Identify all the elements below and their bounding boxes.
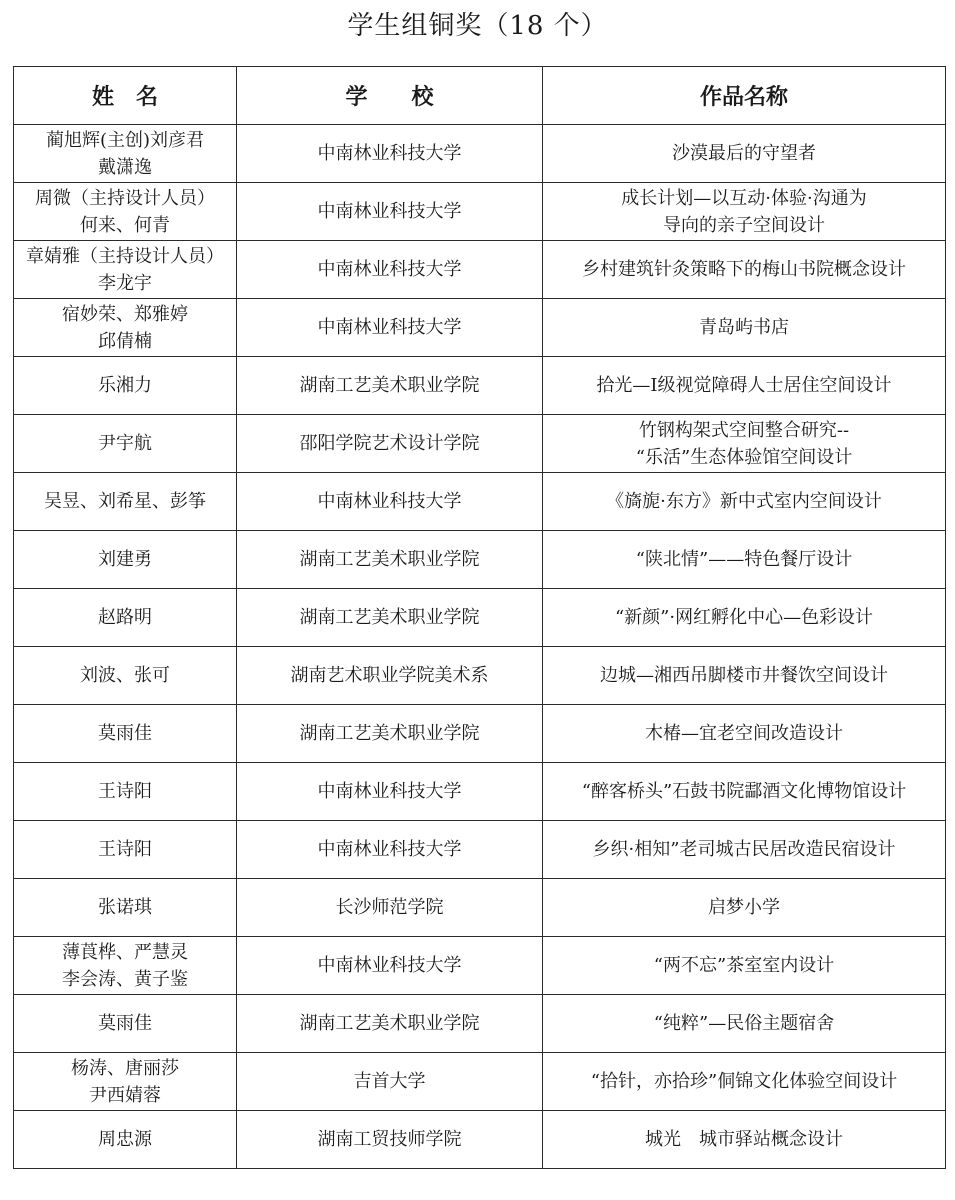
cell-name: 薄莨桦、严慧灵 李会涛、黄子鉴: [14, 937, 237, 995]
cell-school: 湖南工艺美术职业学院: [237, 531, 543, 589]
table-row: [14, 995, 946, 1053]
cell-work: 成长计划—以互动·体验·沟通为 导向的亲子空间设计: [543, 183, 946, 241]
table-row: [14, 299, 946, 357]
cell-school: 邵阳学院艺术设计学院: [237, 415, 543, 473]
cell-school: 长沙师范学院: [237, 879, 543, 937]
cell-name: 宿妙荣、郑雅婷 邱倩楠: [14, 299, 237, 357]
cell-work: 沙漠最后的守望者: [543, 125, 946, 183]
cell-work: “纯粹”—民俗主题宿舍: [543, 995, 946, 1053]
cell-work: “两不忘”茶室室内设计: [543, 937, 946, 995]
cell-school: 中南林业科技大学: [237, 473, 543, 531]
cell-name: 王诗阳: [14, 821, 237, 879]
header-name: 姓 名: [14, 67, 237, 125]
table-row: [14, 473, 946, 531]
table-row: [14, 879, 946, 937]
cell-work: “拾针，亦拾珍”侗锦文化体验空间设计: [543, 1053, 946, 1111]
cell-name: 尹宇航: [14, 415, 237, 473]
cell-school: 湖南工贸技师学院: [237, 1111, 543, 1169]
cell-work: 拾光—Ⅰ级视觉障碍人士居住空间设计: [543, 357, 946, 415]
cell-name: 吴昱、刘希星、彭筝: [14, 473, 237, 531]
cell-school: 中南林业科技大学: [237, 937, 543, 995]
cell-name: 乐湘力: [14, 357, 237, 415]
header-work: 作品名称: [543, 67, 946, 125]
table-row: [14, 241, 946, 299]
table-row: [14, 589, 946, 647]
cell-work: 乡村建筑针灸策略下的梅山书院概念设计: [543, 241, 946, 299]
cell-school: 中南林业科技大学: [237, 125, 543, 183]
cell-school: 中南林业科技大学: [237, 299, 543, 357]
cell-name: 张诺琪: [14, 879, 237, 937]
cell-work: 竹钢构架式空间整合研究-- “乐活”生态体验馆空间设计: [543, 415, 946, 473]
table-row: [14, 937, 946, 995]
cell-school: 湖南工艺美术职业学院: [237, 995, 543, 1053]
table-row: [14, 183, 946, 241]
cell-work: “陕北情”——特色餐厅设计: [543, 531, 946, 589]
table-row: [14, 357, 946, 415]
cell-name: 杨涛、唐丽莎 尹西婧蓉: [14, 1053, 237, 1111]
cell-school: 湖南艺术职业学院美术系: [237, 647, 543, 705]
table-row: [14, 647, 946, 705]
cell-work: 青岛屿书店: [543, 299, 946, 357]
table-row: [14, 705, 946, 763]
table-row: [14, 415, 946, 473]
cell-work: 乡织·相知”老司城古民居改造民宿设计: [543, 821, 946, 879]
cell-school: 中南林业科技大学: [237, 183, 543, 241]
cell-work: 边城—湘西吊脚楼市井餐饮空间设计: [543, 647, 946, 705]
cell-school: 中南林业科技大学: [237, 763, 543, 821]
cell-name: 赵路明: [14, 589, 237, 647]
cell-name: 周忠源: [14, 1111, 237, 1169]
cell-work: “醉客桥头”石鼓书院酃酒文化博物馆设计: [543, 763, 946, 821]
table-row: [14, 1111, 946, 1169]
table-row: [14, 1053, 946, 1111]
cell-name: 莫雨佳: [14, 705, 237, 763]
cell-work: “新颜”·网红孵化中心—色彩设计: [543, 589, 946, 647]
cell-name: 周微（主持设计人员） 何来、何青: [14, 183, 237, 241]
cell-name: 刘波、张可: [14, 647, 237, 705]
header-school: 学 校: [237, 67, 543, 125]
cell-name: 刘建勇: [14, 531, 237, 589]
cell-work: 《旖旎·东方》新中式室内空间设计: [543, 473, 946, 531]
table-header-row: [14, 67, 946, 125]
awards-table: [13, 66, 946, 1169]
cell-school: 吉首大学: [237, 1053, 543, 1111]
cell-work: 城光 城市驿站概念设计: [543, 1111, 946, 1169]
table-row: [14, 821, 946, 879]
cell-school: 中南林业科技大学: [237, 821, 543, 879]
cell-name: 莫雨佳: [14, 995, 237, 1053]
cell-work: 木椿—宜老空间改造设计: [543, 705, 946, 763]
cell-name: 王诗阳: [14, 763, 237, 821]
table-row: [14, 531, 946, 589]
page-title: 学生组铜奖（18 个）: [347, 11, 608, 41]
table-row: [14, 125, 946, 183]
cell-school: 湖南工艺美术职业学院: [237, 589, 543, 647]
cell-school: 湖南工艺美术职业学院: [237, 357, 543, 415]
cell-school: 中南林业科技大学: [237, 241, 543, 299]
cell-name: 蔺旭辉(主创)刘彦君 戴潇逸: [14, 125, 237, 183]
table-row: [14, 763, 946, 821]
cell-school: 湖南工艺美术职业学院: [237, 705, 543, 763]
cell-work: 启梦小学: [543, 879, 946, 937]
cell-name: 章婧雅（主持设计人员） 李龙宇: [14, 241, 237, 299]
